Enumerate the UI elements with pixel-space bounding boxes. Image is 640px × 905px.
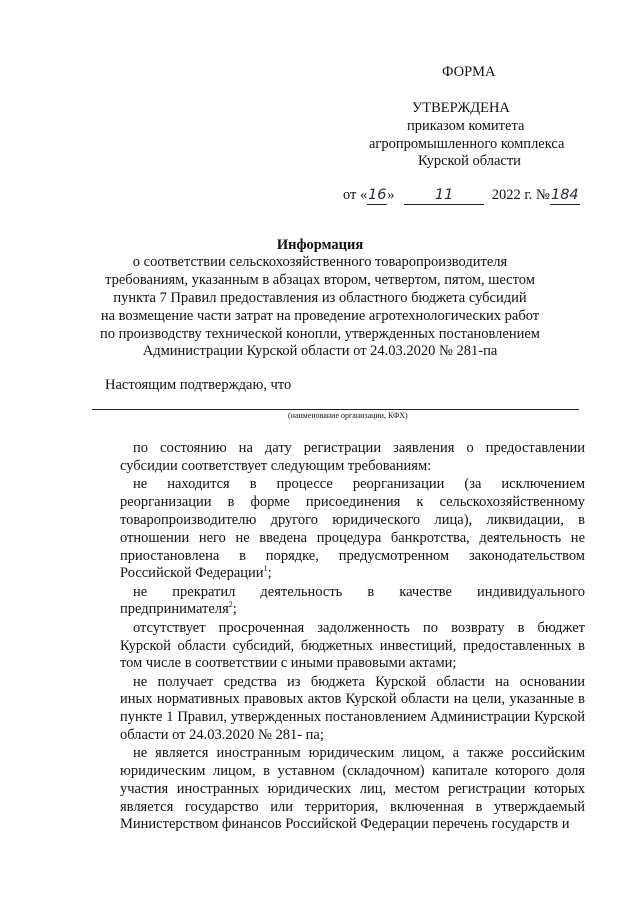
p4-line-1: отсутствует просроченная задолженность по возврату в бюджет: [133, 620, 585, 636]
form-label: ФОРМА: [442, 64, 496, 80]
p5-line-3: пункте 1 Правил, утвержденных постановлением Администрации Курской: [120, 709, 585, 725]
p2-line-4: отношении него не введена процедура банкротства, деятельность не: [120, 530, 585, 546]
title-line-6: Администрации Курской области от 24.03.2020 № 281-па: [142, 343, 498, 359]
p2-last-text: Российской Федерации: [120, 565, 264, 581]
order-number: 184: [550, 187, 579, 203]
p6-line-3: участия иностранных юридических лиц, местом регистрации которых: [120, 781, 585, 797]
p1-line-1: по состоянию на дату регистрации заявления о предоставлении: [133, 440, 585, 456]
organization-name-line: [92, 409, 579, 410]
p4-line-2: Курской области субсидий, бюджетных инвестиций, предоставленных в: [120, 638, 585, 654]
order-date-line: [343, 186, 580, 205]
date-month: 11: [404, 186, 484, 205]
p6-line-2: юридическим лицом, в уставном (складочном) капитале которого доля: [120, 763, 585, 779]
title-line-3: пункта 7 Правил предоставления из областного бюджета субсидий: [113, 290, 527, 306]
p2-line-1: не находится в процессе реорганизации (за исключением: [133, 476, 585, 492]
p2-line-2: реорганизации в форме присоединения к сельскохозяйственному: [120, 494, 585, 510]
p3-end: ;: [232, 601, 237, 617]
approved-line-1: приказом комитета: [407, 118, 525, 134]
date-mid: »: [387, 187, 395, 203]
p4-line-3: том числе в соответствии с иными правовыми актами;: [120, 655, 457, 671]
date-year: 2022 г. №: [491, 187, 550, 203]
title-line-5: по производству технической конопли, утвержденных постановлением: [100, 326, 540, 342]
p6-line-4: является государство или территория, включенная в утверждаемый: [120, 799, 585, 815]
date-prefix: от «: [343, 187, 368, 203]
p5-line-2: иных нормативных правовых актов Курской области на цели, указанные в: [120, 691, 585, 707]
footnote-ref-2: 2: [228, 600, 233, 610]
organization-caption: (наименование организации, КФХ): [288, 411, 408, 420]
footnote-ref-1: 1: [263, 564, 268, 574]
date-day: 16: [368, 187, 387, 203]
title-line-4: на возмещение части затрат на проведение агротехнологических работ: [100, 308, 540, 324]
title-line-1: о соответствии сельскохозяйственного товаропроизводителя: [132, 254, 508, 270]
approved-line-3: Курской области: [418, 153, 521, 169]
document-title: Информация: [276, 237, 364, 253]
title-line-2: требованиям, указанным в абзацах втором, четвертом, пятом, шестом: [105, 272, 535, 288]
p3-line-1: не прекратил деятельность в качестве индивидуального: [133, 584, 585, 600]
p2-line-5: приостановлена в порядке, предусмотренном законодательством: [120, 548, 585, 564]
p2-line-6: [120, 564, 272, 582]
p5-line-4: области от 24.03.2020 № 281- па;: [120, 727, 324, 743]
p3-line-2: [120, 600, 237, 618]
p2-end: ;: [267, 565, 272, 581]
p2-line-3: товаропроизводителю другого юридического лица), ликвидации, в: [120, 512, 585, 528]
approved-line-2: агропромышленного комплекса: [369, 136, 565, 152]
p1-line-2: субсидии соответствует следующим требованиям:: [120, 458, 432, 474]
confirm-text: Настоящим подтверждаю, что: [105, 377, 292, 393]
approved-label: УТВЕРЖДЕНА: [412, 100, 510, 116]
p5-line-1: не получает средства из бюджета Курской области на основании: [133, 674, 585, 690]
p6-line-5: Министерством финансов Российской Федерации перечень государств и: [120, 816, 570, 832]
p3-last-text: предпринимателя: [120, 601, 229, 617]
p6-line-1: не является иностранным юридическим лицом, а также российским: [133, 745, 585, 761]
